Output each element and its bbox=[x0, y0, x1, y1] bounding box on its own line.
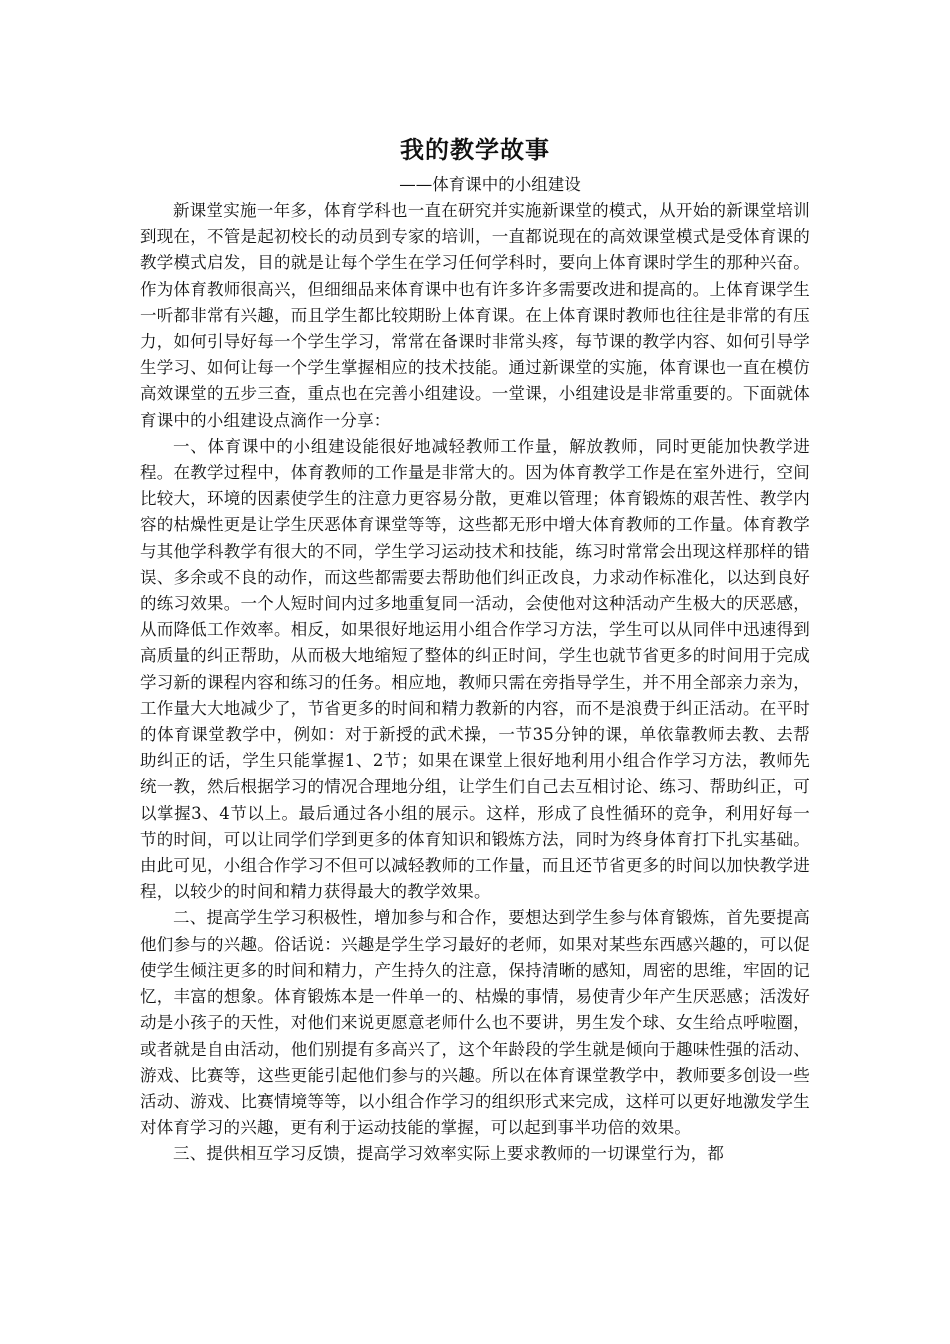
paragraph-section-1: 一、体育课中的小组建设能很好地减轻教师工作量，解放教师，同时更能加快教学进程。在教学过程中，体育教师的工作量是非常大的。因为体育教学工作是在室外进行，空间比较大，环境的因素使学生的注意力更容易分散，更难以管理；体育锻炼的艰苦性、教学内容的枯燥性更是让学生厌恶体育课堂等等，这些都无形中增大体育教师的工作量。体育教学与其他学科教学有很大的不同，学生学习运动技术和技能，练习时常常会出现这样那样的错误、多余或不良的动作，而这些都需要去帮助他们纠正改良，力求动作标准化，以达到良好的练习效果。一个人短时间内过多地重复同一活动，会使他对这种活动产生极大的厌恶感，从而降低工作效率。相反，如果很好地运用小组合作学习方法，学生可以从同伴中迅速得到高质量的纠正帮助，从而极大地缩短了整体的纠正时间，学生也就节省更多的时间用于完成学习新的课程内容和练习的任务。相应地，教师只需在旁指导学生，并不用全部亲力亲为，工作量大大地减少了，节省更多的时间和精力教新的内容，而不是浪费于纠正活动。在平时的体育课堂教学中，例如：对于新授的武术操，一节35分钟的课，单依靠教师去教、去帮助纠正的话，学生只能掌握1、2节；如果在课堂上很好地利用小组合作学习方法，教师先统一教，然后根据学习的情况合理地分组，让学生们自己去互相讨论、练习、帮助纠正，可以掌握3、4节以上。最后通过各小组的展示。这样，形成了良性循环的竞争，利用好每一节的时间，可以让同学们学到更多的体育知识和锻炼方法，同时为终身体育打下扎实基础。由此可见，小组合作学习不但可以减轻教师的工作量，而且还节省更多的时间以加快教学进程，以较少的时间和精力获得最大的教学效果。 bbox=[140, 436, 810, 902]
document-title: 我的教学故事 bbox=[400, 135, 550, 164]
paragraph-section-3: 三、提供相互学习反馈，提高学习效率实际上要求教师的一切课堂行为，都 bbox=[173, 1144, 725, 1164]
paragraph-intro: 新课堂实施一年多，体育学科也一直在研究并实施新课堂的模式，从开始的新课堂培训到现在，不管是起初校长的动员到专家的培训，一直都说现在的高效课堂模式是受体育课的教学模式启发，目的就是让每个学生在学习任何学科时，要向上体育课时学生的那种兴奋。作为体育教师很高兴，但细细品来体育课中也有许多许多需要改进和提高的。上体育课学生一听都非常有兴趣，而且学生都比较期盼上体育课。在上体育课时教师也往往是非常的有压力，如何引导好每一个学生学习，常常在备课时非常头疼，每节课的教学内容、如何引导学生学习、如何让每一个学生掌握相应的技术技能。通过新课堂的实施，体育课也一直在模仿高效课堂的五步三查，重点也在完善小组建设。一堂课，小组建设是非常重要的。下面就体育课中的小组建设点滴作一分享： bbox=[140, 201, 810, 430]
document-subtitle: ——体育课中的小组建设 bbox=[399, 175, 581, 194]
paragraph-section-2: 二、提高学生学习积极性，增加参与和合作，要想达到学生参与体育锻炼，首先要提高他们参与的兴趣。俗话说：兴趣是学生学习最好的老师，如果对某些东西感兴趣的，可以促使学生倾注更多的时间和精力，产生持久的注意，保持清晰的感知，周密的思维，牢固的记忆，丰富的想象。体育锻炼本是一件单一的、枯燥的事情，易使青少年产生厌恶感；活泼好动是小孩子的天性，对他们来说更愿意老师什么也不要讲，男生发个球、女生给点呼啦圈，或者就是自由活动，他们别提有多高兴了，这个年龄段的学生就是倾向于趣味性强的活动、游戏、比赛等，这些更能引起他们参与的兴趣。所以在体育课堂教学中，教师要多创设一些活动、游戏、比赛情境等等，以小组合作学习的组织形式来完成，这样可以更好地激发学生对体育学习的兴趣，更有利于运动技能的掌握，可以起到事半功倍的效果。 bbox=[140, 908, 810, 1138]
document-body bbox=[140, 132, 810, 1168]
